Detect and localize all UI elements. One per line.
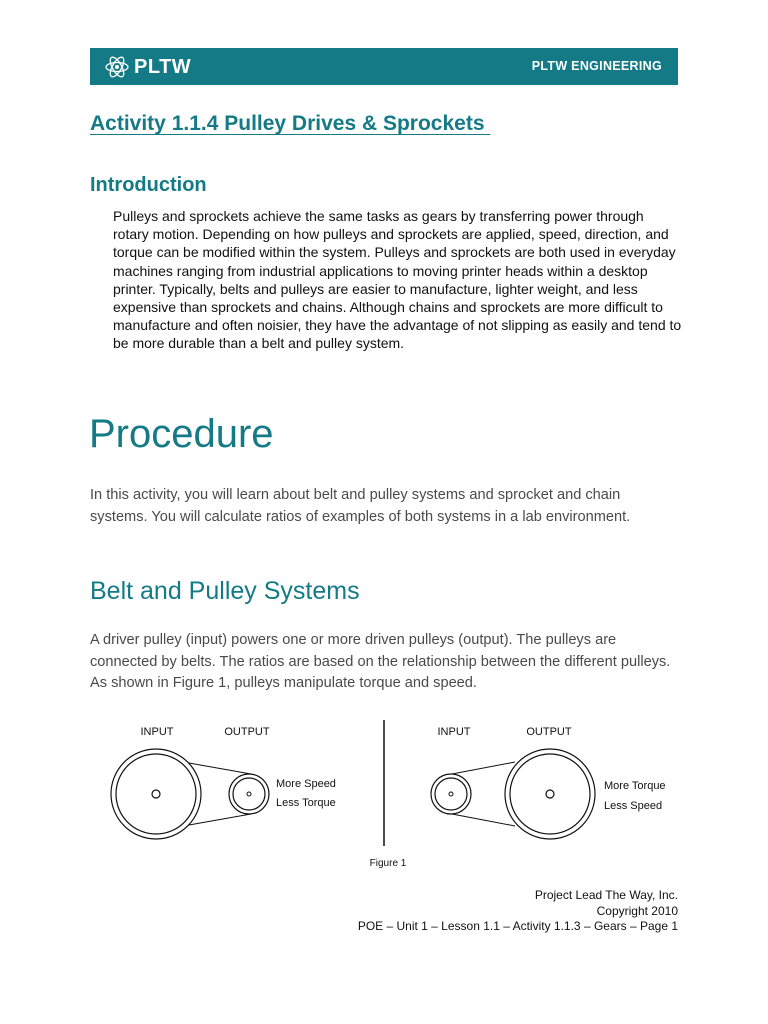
left-output-pulley-inner	[233, 778, 265, 810]
left-output-label: OUTPUT	[224, 726, 270, 738]
left-input-pulley	[111, 749, 201, 839]
introduction-heading: Introduction	[90, 174, 207, 196]
figure-pulley-diagram	[100, 714, 680, 874]
left-pulley-system	[111, 726, 336, 839]
right-output-label: OUTPUT	[526, 726, 572, 738]
belt-pulley-text: A driver pulley (input) powers one or more driven pulleys (output). The pulleys are connected by belts. The ratios are based on the relationship between the different pulleys. As shown in Figure 1, pulleys manipulate torque and speed.	[90, 632, 671, 691]
left-note-line1: More Speed	[276, 778, 336, 790]
right-output-pulley-inner	[510, 754, 590, 834]
procedure-text: In this activity, you will learn about belt and pulley systems and sprocket and chain systems. You will calculate ratios of examples of both systems in a lab environment.	[90, 487, 631, 525]
left-output-axle	[247, 792, 251, 796]
right-note-line2: Less Speed	[604, 800, 663, 812]
right-input-pulley	[431, 774, 471, 814]
procedure-heading: Procedure	[89, 412, 274, 456]
right-input-label: INPUT	[437, 726, 471, 738]
left-note-line2: Less Torque	[276, 797, 336, 809]
introduction-text: Pulleys and sprockets achieve the same tasks as gears by transferring power through rotary motion. Depending on how pulleys and sprockets are applied, speed, direction, and torque can be modified within the system. Pulleys and sprockets are both used in everyday machines ranging from industrial applications to moving printer heads within a desktop printer. Typically, belts and pulleys are easier to manufacture, lighter weight, and less expensive than sprockets and chains. Although chains and sprockets are more difficult to manufacture and often noisier, they have the advantage of not slipping as easily and tend to be more durable than a belt and pulley system.	[113, 208, 682, 352]
left-output-pulley	[229, 774, 269, 814]
header-banner	[90, 48, 678, 85]
left-belt-bottom	[189, 814, 251, 825]
logo-text: PLTW	[134, 56, 192, 78]
figure-caption: Figure 1	[369, 858, 407, 869]
pltw-logo-icon	[104, 54, 130, 80]
activity-title: Activity 1.1.4 Pulley Drives & Sprockets	[90, 112, 491, 135]
right-note-line1: More Torque	[604, 780, 666, 792]
page-footer	[358, 888, 678, 935]
right-belt-top	[452, 762, 515, 774]
right-input-axle	[449, 792, 453, 796]
footer-line-1: Project Lead The Way, Inc.	[534, 888, 678, 902]
right-input-pulley-inner	[435, 778, 467, 810]
right-output-axle	[546, 790, 554, 798]
right-pulley-system	[431, 726, 666, 839]
left-belt-top	[189, 763, 251, 774]
right-output-pulley	[505, 749, 595, 839]
left-input-axle	[152, 790, 160, 798]
footer-line-2: Copyright 2010	[596, 903, 678, 918]
footer-line-3: POE – Unit 1 – Lesson 1.1 – Activity 1.1.3 – Gears – Page 1	[357, 919, 678, 933]
left-input-pulley-inner	[116, 754, 196, 834]
belt-pulley-heading: Belt and Pulley Systems	[90, 577, 360, 605]
right-belt-bottom	[452, 814, 515, 826]
banner-label: PLTW ENGINEERING	[531, 59, 662, 73]
left-input-label: INPUT	[140, 726, 174, 738]
